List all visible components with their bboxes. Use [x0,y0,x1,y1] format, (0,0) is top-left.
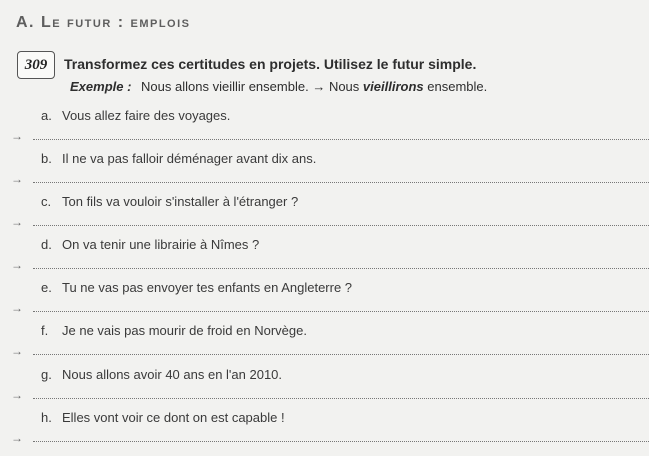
answer-line[interactable] [11,172,649,188]
item-letter: d. [41,237,52,252]
dotted-blank [33,225,649,226]
dotted-blank [33,268,649,269]
answer-line[interactable] [11,388,649,404]
exercise-item [11,108,641,148]
exercise-item [11,151,641,191]
section-title [16,14,191,32]
answer-arrow: → [11,215,23,229]
item-question [41,194,298,209]
answer-line[interactable] [11,344,649,360]
exercise-item [11,280,641,320]
item-letter: c. [41,194,52,209]
example-answer-pre: Nous [328,79,360,94]
exercise-item [11,323,641,363]
item-question [41,108,230,123]
example-line [70,79,487,94]
answer-arrow: → [11,388,23,402]
answer-arrow: → [11,172,23,186]
example-sentence: Nous allons vieillir ensemble. [141,79,309,94]
dotted-blank [33,441,649,442]
item-letter: e. [41,280,52,295]
item-text: Tu ne vas pas envoyer tes enfants en Angleterre ? [62,280,353,295]
exercise-instruction: Transformez ces certitudes en projets. Utilisez le futur simple. [64,56,477,72]
item-question [41,410,285,425]
item-question [41,280,352,295]
dotted-blank [33,311,649,312]
exercise-item [11,367,641,407]
exercise-item [11,410,641,450]
dotted-blank [33,398,649,399]
item-letter: a. [41,108,52,123]
item-text: On va tenir une librairie à Nîmes ? [62,237,260,252]
dotted-blank [33,354,649,355]
item-text: Vous allez faire des voyages. [62,108,231,123]
item-letter: h. [41,410,52,425]
example-answer-post: ensemble. [427,79,488,94]
answer-arrow: → [11,129,23,143]
section-prefix: A. [16,14,35,31]
item-text: Nous allons avoir 40 ans en l'an 2010. [62,367,283,382]
example-arrow: → [312,79,326,94]
section-title-text: Le futur : emplois [40,14,191,31]
item-question [41,151,316,166]
answer-arrow: → [11,258,23,272]
answer-arrow: → [11,344,23,358]
item-text: Ton fils va vouloir s'installer à l'étranger ? [62,194,299,209]
dotted-blank [33,182,649,183]
item-letter: b. [41,151,52,166]
item-question [41,237,259,252]
item-letter: f. [41,323,49,338]
answer-line[interactable] [11,129,649,145]
item-text: Il ne va pas falloir déménager avant dix ans. [62,151,317,166]
example-answer-verb: vieillirons [362,79,424,94]
answer-line[interactable] [11,258,649,274]
dotted-blank [33,139,649,140]
item-letter: g. [41,367,52,382]
answer-line[interactable] [11,301,649,317]
item-question [41,323,307,338]
answer-arrow: → [11,431,23,445]
exercise-number-badge [17,51,55,79]
item-question [41,367,282,382]
item-text: Je ne vais pas mourir de froid en Norvège. [62,323,307,338]
example-label: Exemple : [70,79,132,94]
exercise-item [11,237,641,277]
answer-arrow: → [11,301,23,315]
exercise-number: 309 [24,56,48,73]
answer-line[interactable] [11,215,649,231]
item-text: Elles vont voir ce dont on est capable ! [62,410,285,425]
answer-line[interactable] [11,431,649,447]
exercise-item [11,194,641,234]
